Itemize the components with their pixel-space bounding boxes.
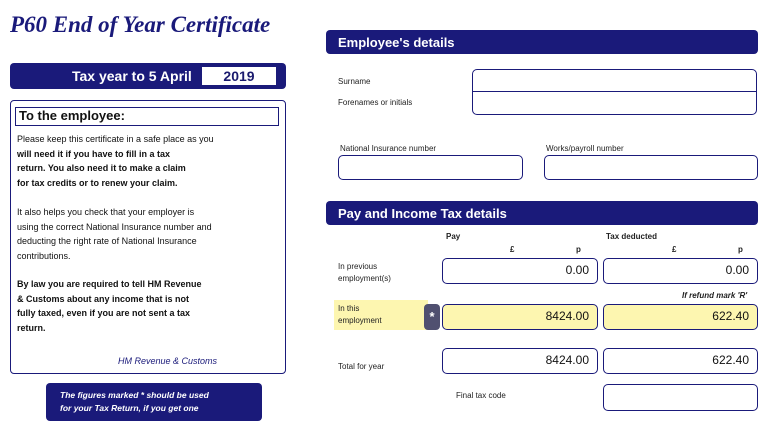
- tax-column-header: Tax deducted: [606, 232, 657, 241]
- this-label-2: employment: [338, 316, 382, 325]
- final-tax-code-label: Final tax code: [456, 391, 506, 400]
- pay-column-header: Pay: [446, 232, 461, 241]
- star-marker: *: [424, 304, 440, 330]
- note-line: return. You also need it to make a claim: [17, 163, 186, 173]
- this-pay-field[interactable]: 8424.00: [442, 304, 598, 330]
- note-line: using the correct National Insurance number and: [17, 221, 212, 232]
- note-line: will need it if you have to fill in a tax: [17, 148, 171, 159]
- pay-pounds-header: £: [510, 245, 515, 254]
- employee-note-heading: To the employee:: [15, 107, 279, 126]
- employee-note-panel: [10, 100, 286, 374]
- surname-field[interactable]: [472, 69, 757, 92]
- forenames-label: Forenames or initials: [338, 98, 413, 107]
- note-line: contributions.: [17, 250, 71, 261]
- surname-label: Surname: [338, 77, 371, 86]
- note-paragraph-2: [17, 205, 279, 263]
- note-line: It also helps you check that your employer is: [17, 207, 195, 217]
- previous-label-1: In previous: [338, 262, 378, 271]
- figures-note-line-2: for your Tax Return, if you get one: [60, 403, 199, 413]
- pay-tax-heading: Pay and Income Tax details: [338, 206, 507, 221]
- note-line: Please keep this certificate in a safe place as you: [17, 134, 214, 144]
- previous-pay-field[interactable]: 0.00: [442, 258, 598, 284]
- tax-year-value: 2019: [202, 67, 276, 85]
- final-tax-code-field[interactable]: [603, 384, 758, 411]
- forenames-field[interactable]: [472, 91, 757, 115]
- tax-pounds-header: £: [672, 245, 677, 254]
- hmrc-signoff: HM Revenue & Customs: [117, 356, 217, 366]
- works-number-field[interactable]: [544, 155, 758, 180]
- pay-pence-header: p: [576, 245, 581, 254]
- note-paragraph-1: [17, 132, 279, 190]
- tax-year-bar: [10, 63, 286, 89]
- previous-label-2: employment(s): [338, 274, 391, 283]
- this-tax-field[interactable]: 622.40: [603, 304, 758, 330]
- works-number-label: Works/payroll number: [546, 144, 624, 153]
- pay-tax-header: [326, 201, 758, 225]
- note-paragraph-3: [17, 277, 279, 335]
- tax-year-label: Tax year to 5 April: [72, 68, 192, 84]
- total-label: Total for year: [338, 362, 385, 371]
- note-line: deducting the right rate of National Insurance: [17, 236, 197, 246]
- note-line: fully taxed, even if you are not sent a tax: [17, 308, 191, 318]
- total-tax-field[interactable]: 622.40: [603, 348, 758, 374]
- ni-label: National Insurance number: [340, 144, 437, 153]
- note-line: return.: [17, 322, 46, 333]
- this-label-1: In this: [338, 304, 360, 313]
- tax-pence-header: p: [738, 245, 743, 254]
- note-line: for tax credits or to renew your claim.: [17, 177, 178, 188]
- ni-number-field[interactable]: [338, 155, 523, 180]
- total-pay-field[interactable]: 8424.00: [442, 348, 598, 374]
- employee-details-header: [326, 30, 758, 54]
- employee-details-heading: Employee's details: [338, 35, 455, 50]
- page-title: P60 End of Year Certificate: [10, 12, 271, 37]
- figures-note-line-1: The figures marked * should be used: [60, 390, 209, 400]
- figures-note: [46, 383, 262, 421]
- note-line: & Customs about any income that is not: [17, 293, 190, 304]
- previous-tax-field[interactable]: 0.00: [603, 258, 758, 284]
- refund-note: If refund mark 'R': [682, 291, 748, 300]
- note-line: By law you are required to tell HM Revenue: [17, 279, 202, 289]
